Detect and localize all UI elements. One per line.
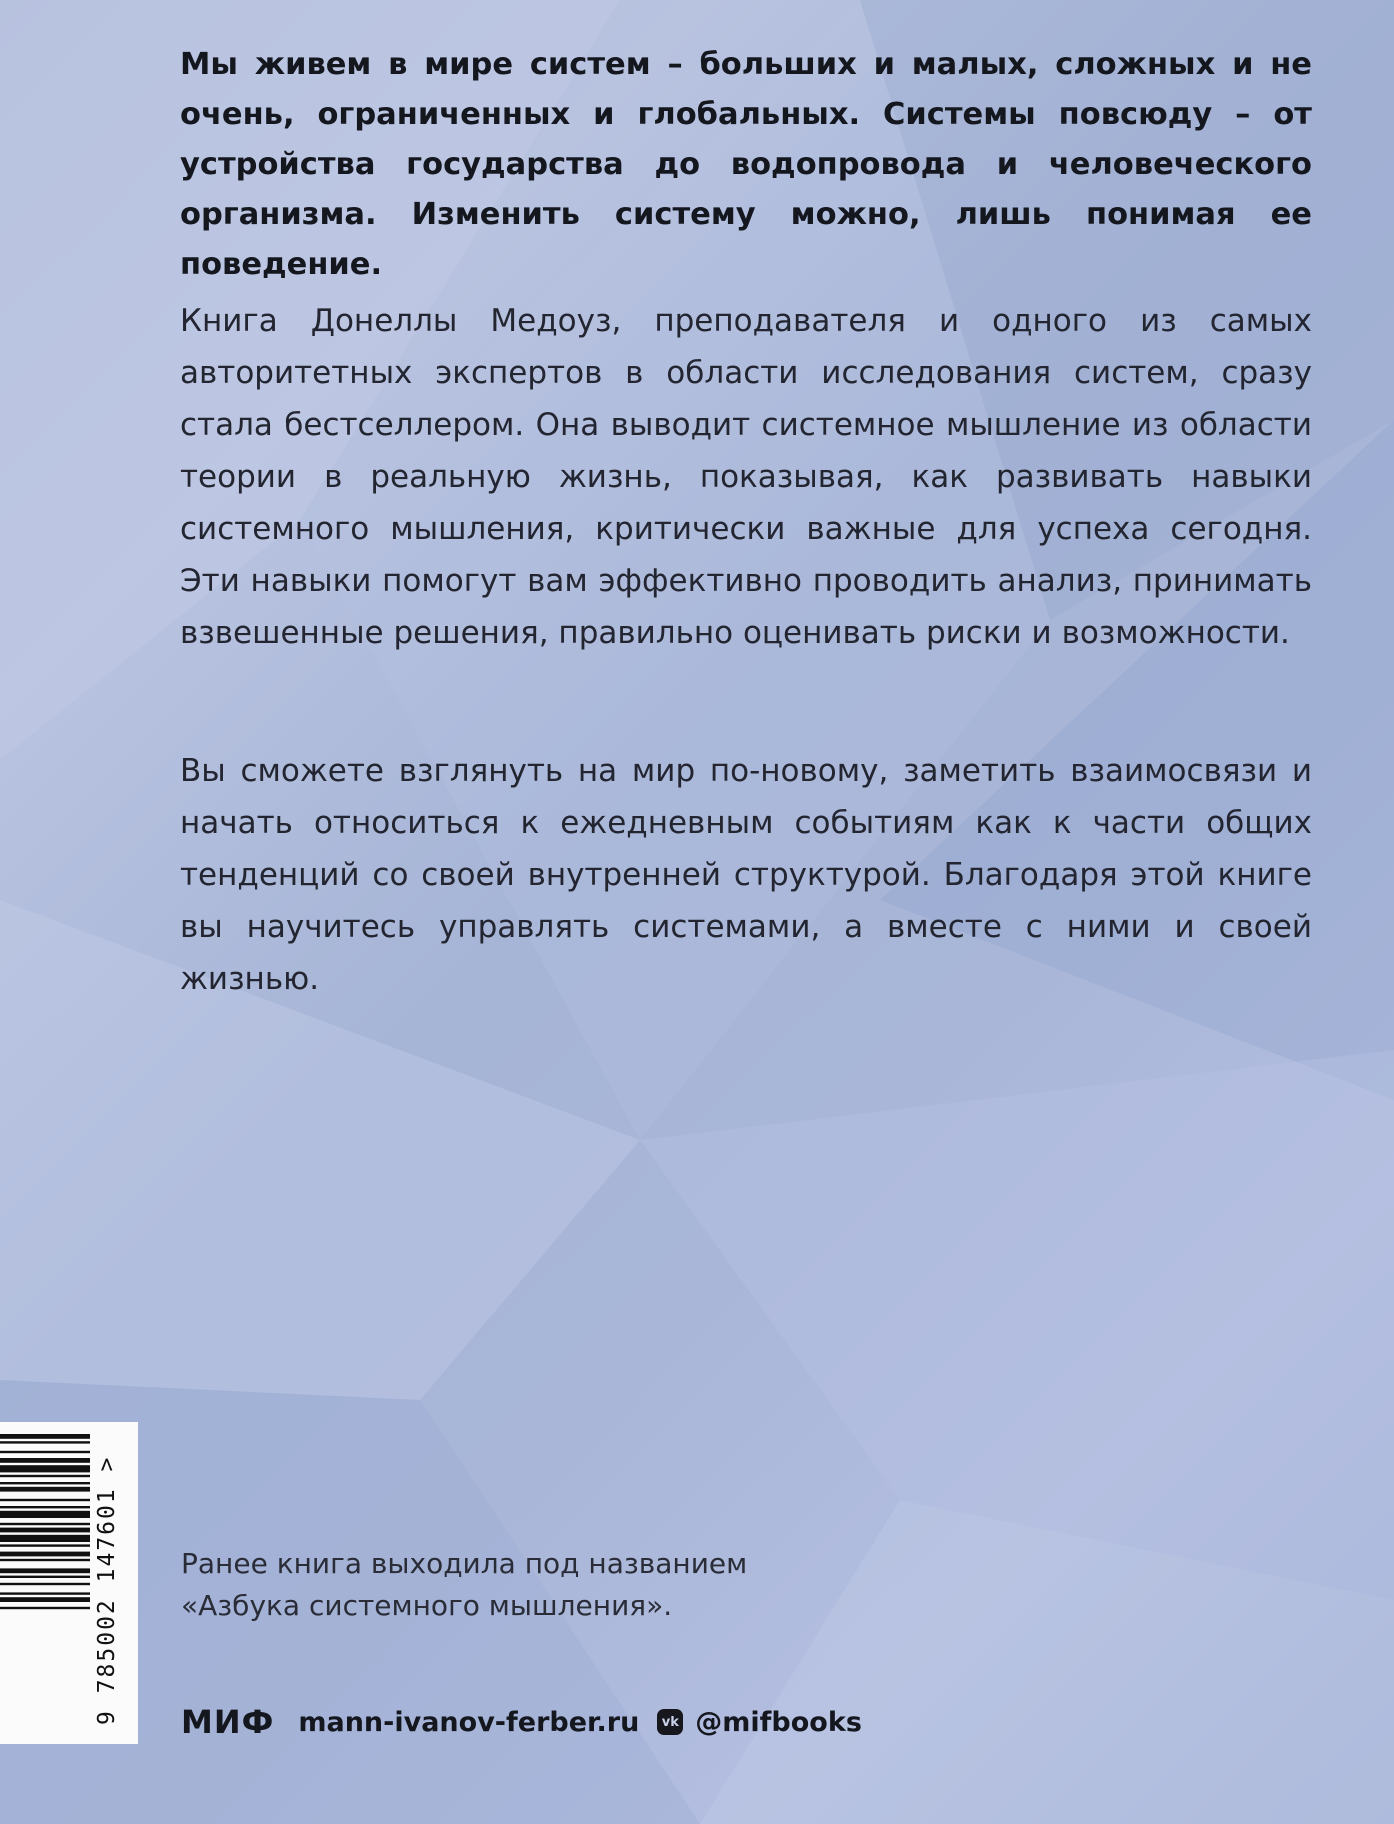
- barcode-bar: [0, 1528, 90, 1533]
- intro-paragraph: Мы живем в мире систем – больших и малых, сложных и не очень, ограниченных и глобальных. Системы повсюду – от устройства государства до водопровода и человеческого организма. Изменить систему можно, лишь понимая ее поведение.: [180, 47, 1312, 282]
- barcode-bar: [0, 1506, 90, 1508]
- previous-title-line-2: «Азбука системного мышления».: [181, 1589, 673, 1622]
- barcode-bar: [0, 1597, 90, 1602]
- website-link[interactable]: mann-ivanov-ferber.ru: [298, 1706, 640, 1738]
- barcode-bar: [0, 1544, 90, 1546]
- barcode-bar: [0, 1607, 90, 1609]
- barcode-bar: [0, 1535, 90, 1542]
- publisher-footer: [181, 1697, 862, 1747]
- barcode-bar: [0, 1552, 90, 1557]
- barcode-bar: [0, 1434, 90, 1439]
- barcode-bar: [0, 1576, 90, 1578]
- barcode-digits: 9 785002 147601 >: [94, 1455, 120, 1725]
- barcode-bar: [0, 1441, 90, 1443]
- barcode-bar: [0, 1487, 90, 1492]
- barcode-bar: [0, 1511, 90, 1518]
- vk-icon[interactable]: vk: [657, 1709, 683, 1735]
- barcode-bar: [0, 1482, 90, 1484]
- barcode-bar: [0, 1523, 90, 1525]
- barcode-bar: [0, 1568, 90, 1573]
- previous-title-note: [181, 1543, 747, 1627]
- barcode-bar: [0, 1583, 90, 1585]
- barcode-bar: [0, 1451, 90, 1453]
- barcode-bar: [0, 1499, 90, 1501]
- barcode-bar: [0, 1559, 90, 1561]
- barcode-bar: [0, 1592, 90, 1594]
- barcode-bar: [0, 1465, 90, 1472]
- barcode-bar: [0, 1475, 90, 1477]
- social-handle[interactable]: @mifbooks: [695, 1706, 862, 1738]
- previous-title-line-1: Ранее книга выходила под названием: [181, 1547, 748, 1580]
- description-paragraph: Книга Донеллы Медоуз, преподавателя и одного из самых авторитетных экспертов в области исследования систем, сразу стала бестселлером. Она выводит системное мышление из области теории в реальную жизнь, показывая, как развивать навыки системного мышления, критически важные для успеха сегодня. Эти навыки помогут вам эффективно проводить анализ, принимать взвешенные решения, правильно оценивать риски и возможности.: [180, 303, 1312, 651]
- publisher-logo: МИФ: [181, 1703, 275, 1741]
- benefits-paragraph: Вы сможете взглянуть на мир по-новому, заметить взаимосвязи и начать относиться к ежедневным событиям как к части общих тенденций со своей внутренней структурой. Благодаря этой книге вы научитесь управлять системами, а вместе с ними и своей жизнью.: [180, 753, 1312, 997]
- barcode-bar: [0, 1458, 90, 1463]
